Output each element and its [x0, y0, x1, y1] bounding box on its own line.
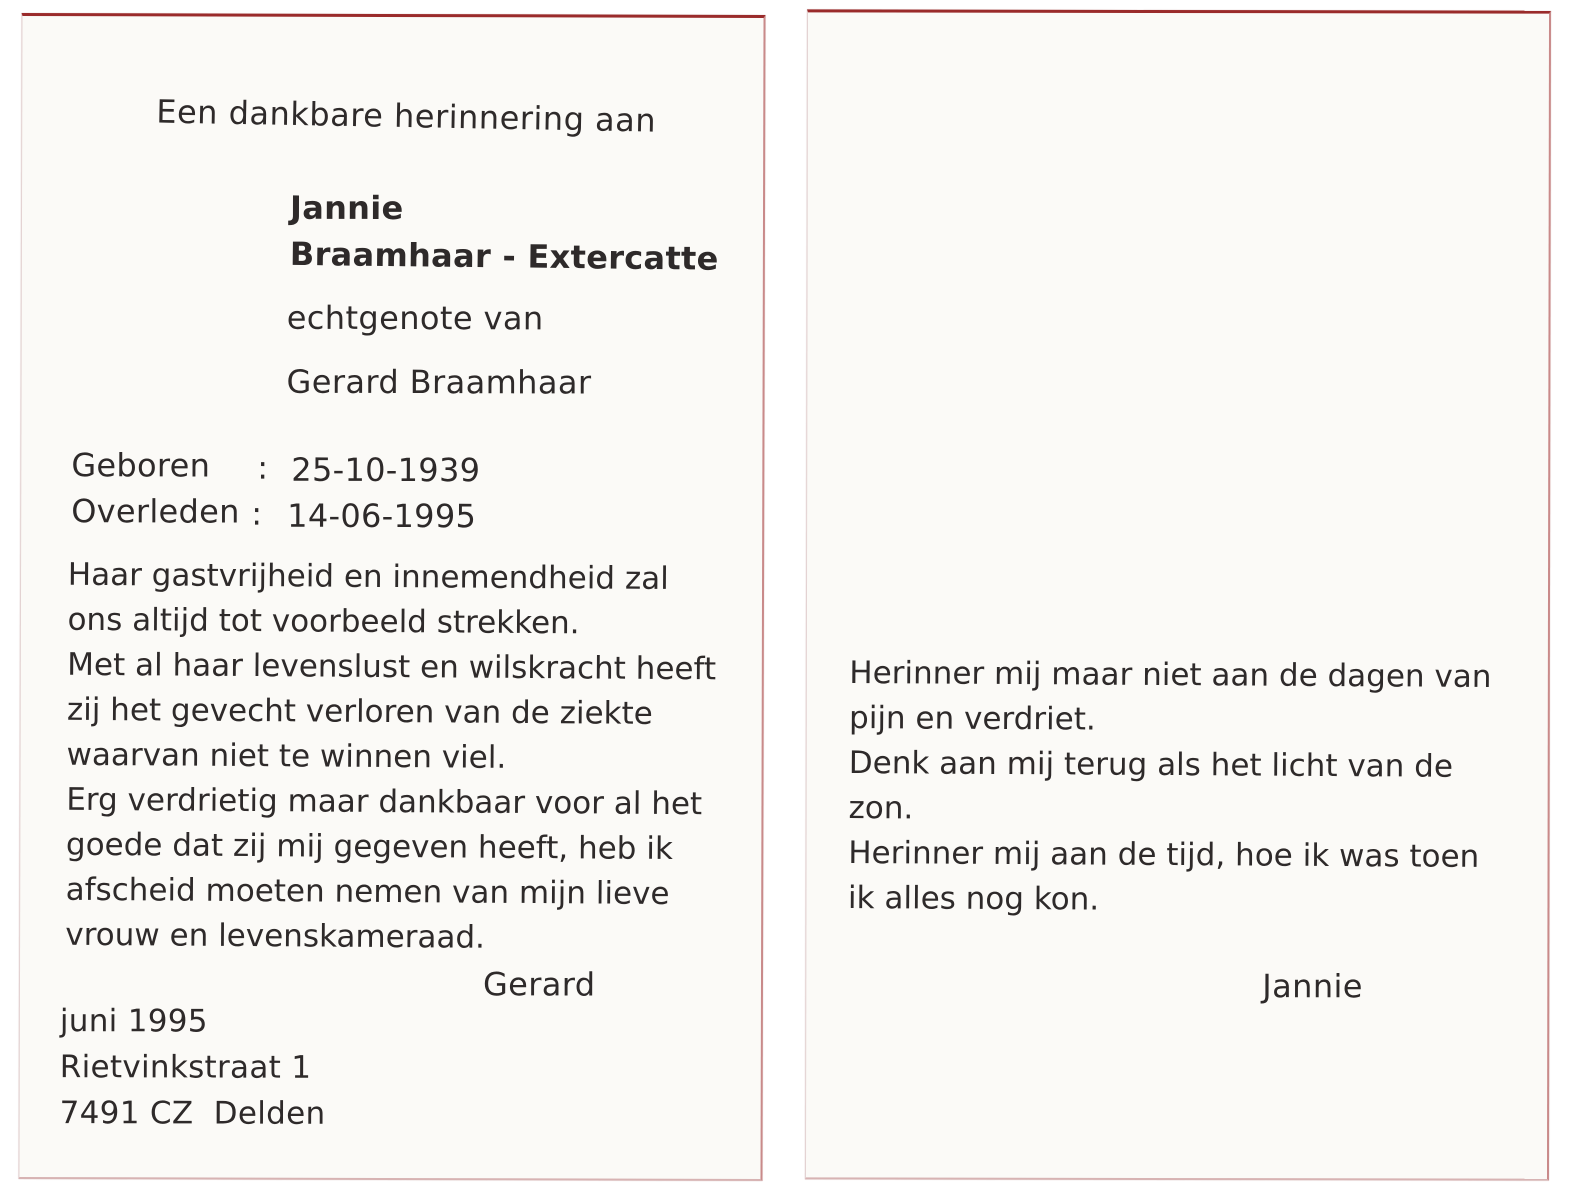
- poem-line: pijn en verdriet.: [848, 700, 1096, 738]
- signature-jannie: Jannie: [1262, 967, 1363, 1006]
- signature-gerard: Gerard: [482, 965, 596, 1004]
- memorial-text-line: waarvan niet te winnen viel.: [66, 736, 507, 776]
- died-label: Overleden: [71, 492, 240, 531]
- born-label: Geboren: [71, 446, 211, 485]
- postal-city-text: 7491 CZ Delden: [59, 1095, 326, 1132]
- memorial-text-line: Met al haar levenslust en wilskracht heeft: [67, 646, 717, 688]
- spouse-name: Gerard Braamhaar: [286, 362, 592, 402]
- full-name: Braamhaar - Extercatte: [289, 234, 719, 278]
- relation-text: echtgenote van: [286, 298, 544, 338]
- died-date: 14-06-1995: [287, 496, 477, 536]
- memorial-text: [65, 553, 717, 962]
- street-text: Rietvinkstraat 1: [59, 1049, 312, 1086]
- poem-line: zon.: [848, 790, 914, 827]
- poem-line: Denk aan mij terug als het licht van de: [848, 745, 1454, 785]
- poem-line: ik alles nog kon.: [847, 880, 1100, 918]
- address-block: [60, 998, 326, 1137]
- born-separator: :: [257, 448, 269, 487]
- date-text: juni 1995: [59, 1003, 208, 1040]
- memorial-text-line: goede dat zij mij gegeven heeft, heb ik: [65, 826, 673, 867]
- poem-line: Herinner mij aan de tijd, hoe ik was toen: [848, 835, 1480, 875]
- poem-text: [847, 651, 1492, 925]
- memorial-text-line: Erg verdrietig maar dankbaar voor al het: [66, 781, 703, 823]
- memorial-text-line: afscheid moeten nemen van mijn lieve: [65, 871, 670, 912]
- born-date: 25-10-1939: [291, 450, 481, 490]
- memorial-text-line: zij het gevecht verloren van de ziekte: [66, 691, 653, 732]
- memorial-text-line: vrouw en levenskameraad.: [65, 916, 486, 956]
- first-name: Jannie: [289, 188, 404, 228]
- memorial-card-front: [18, 13, 765, 1181]
- memorial-card-back: [805, 9, 1551, 1180]
- poem-line: Herinner mij maar niet aan de dagen van: [849, 655, 1492, 695]
- memorial-text-line: Haar gastvrijheid en innemendheid zal: [67, 556, 669, 597]
- intro-text: Een dankbare herinnering aan: [155, 92, 657, 140]
- memorial-text-line: ons altijd tot voorbeeld strekken.: [67, 601, 580, 642]
- died-separator: :: [251, 494, 263, 533]
